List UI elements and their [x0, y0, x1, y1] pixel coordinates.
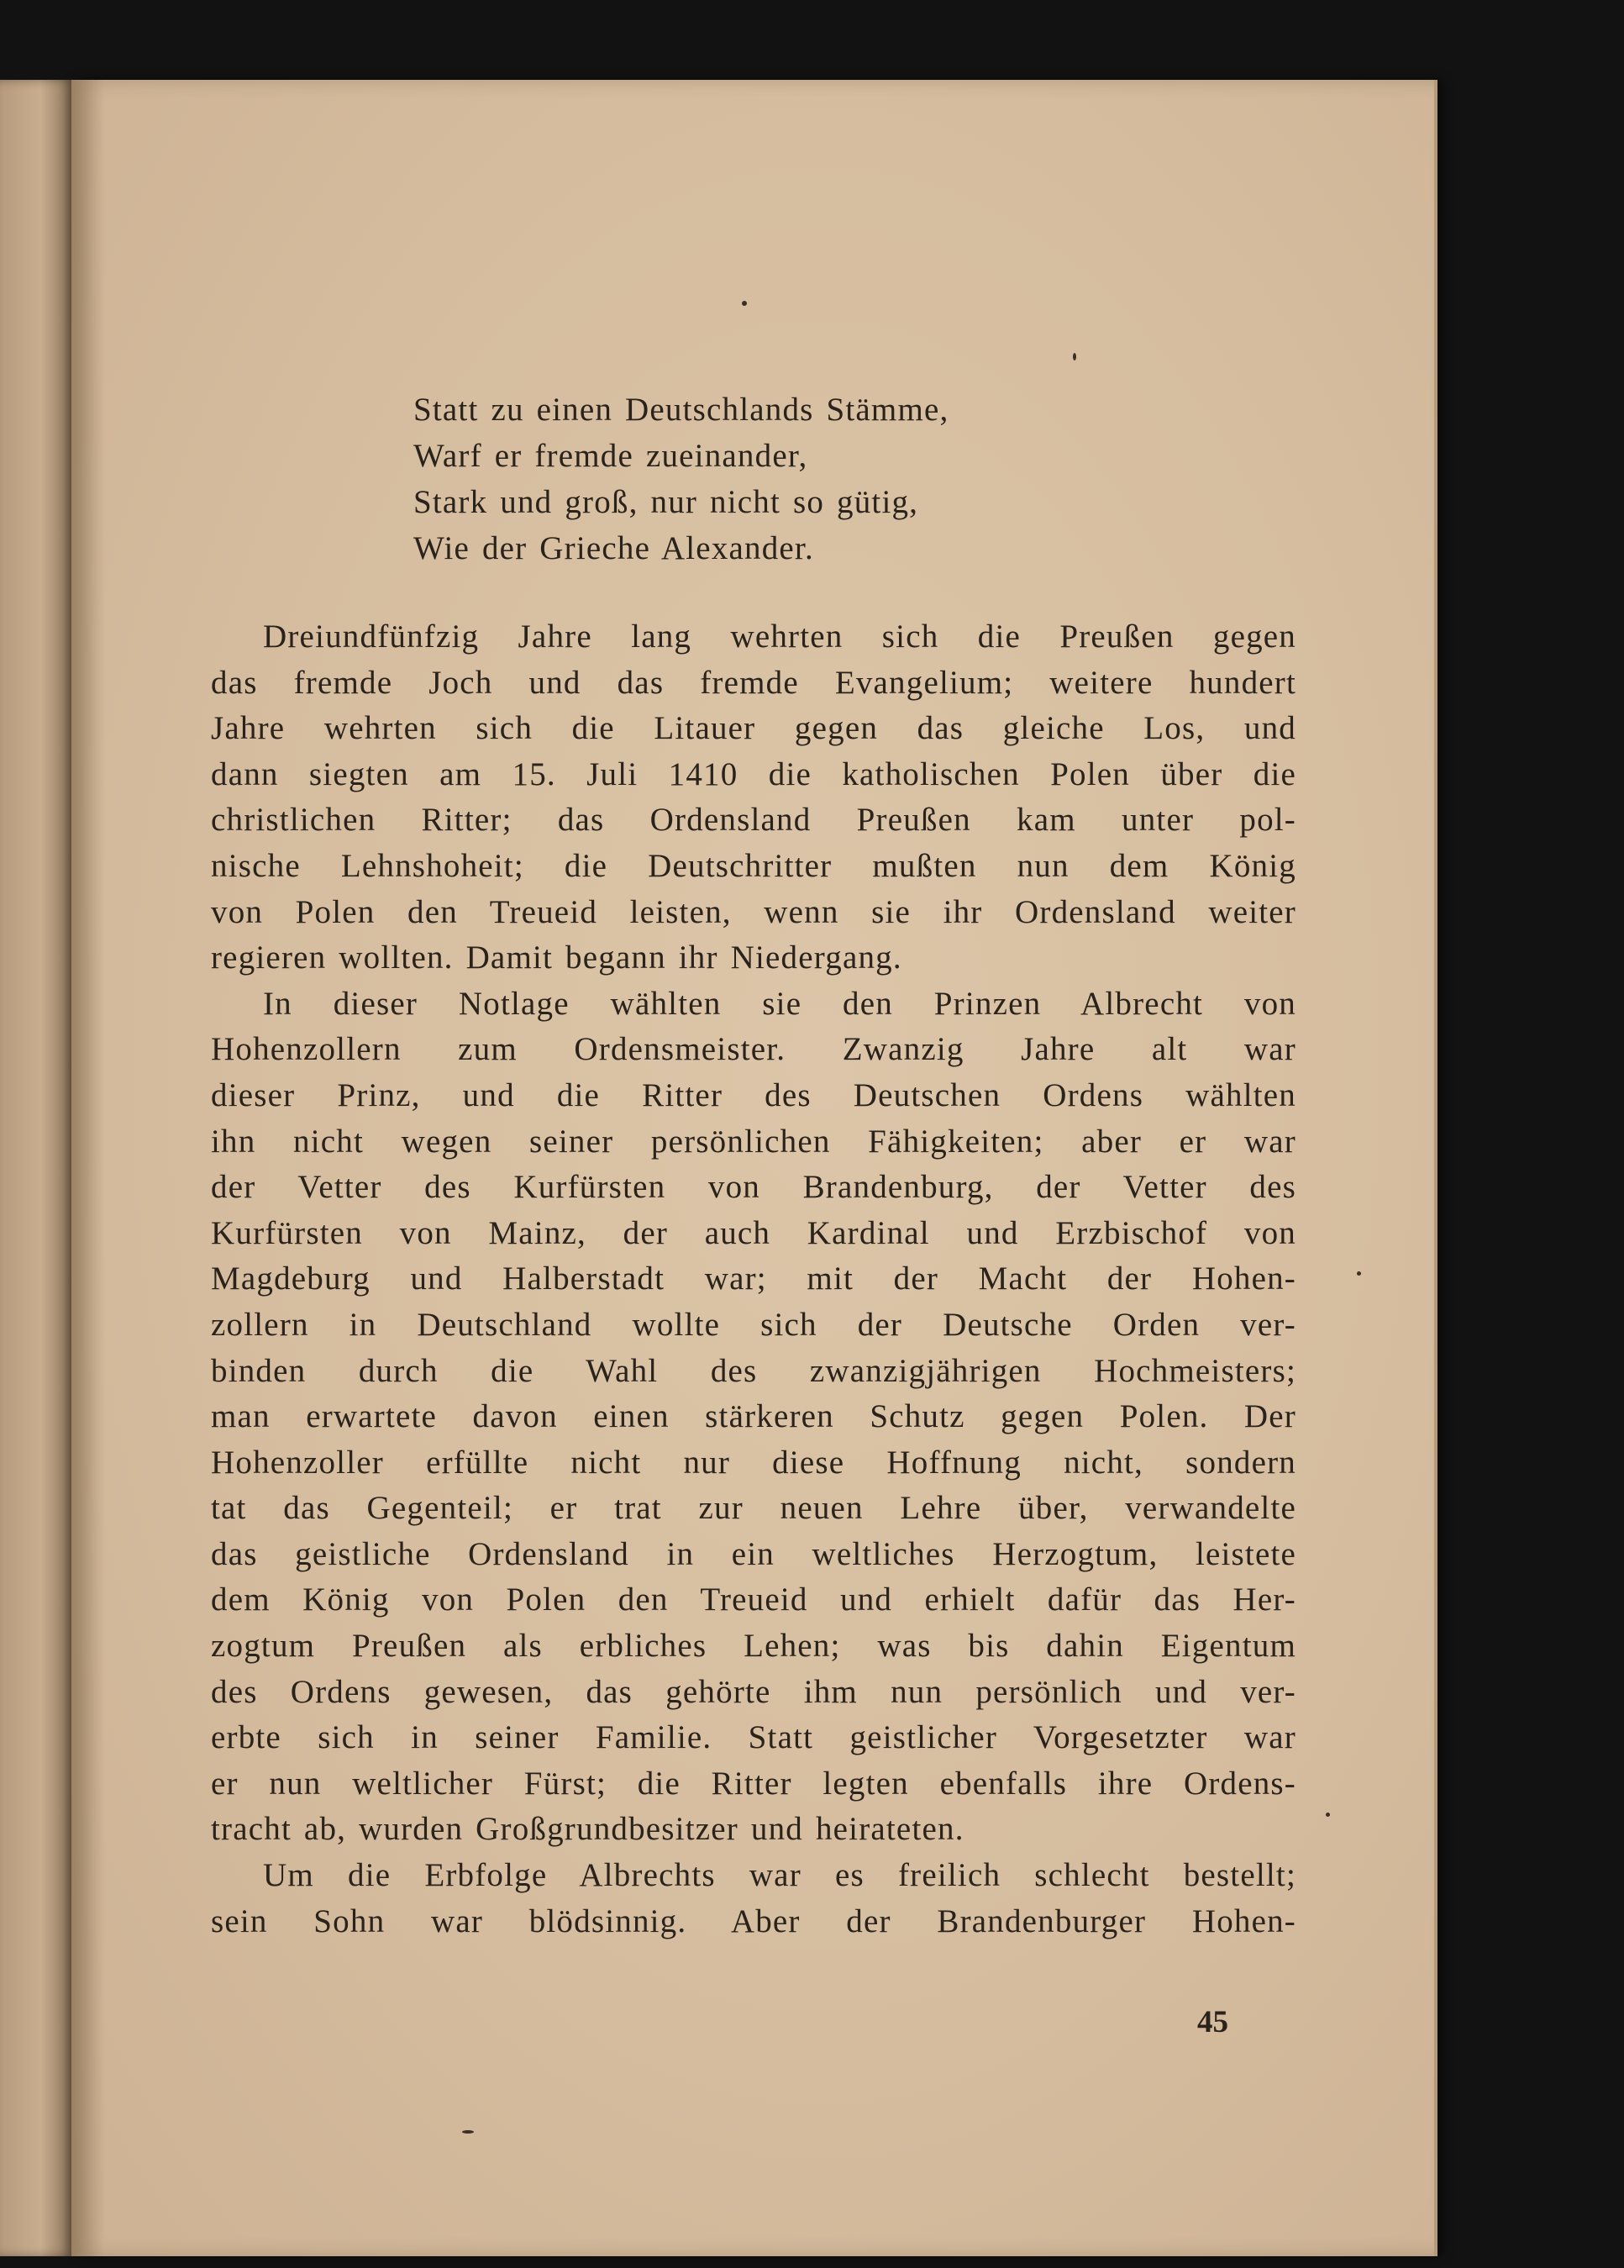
- text-line: dieser Prinz, und die Ritter des Deutschen Ordens wählten: [211, 1076, 1296, 1113]
- text-line: zollern in Deutschland wollte sich der Deutsche Orden ver-: [211, 1306, 1296, 1343]
- paragraph: [211, 981, 1296, 1853]
- verse-line: Wie der Grieche Alexander.: [413, 530, 814, 566]
- verse-block: [413, 387, 949, 571]
- text-line: das fremde Joch und das fremde Evangelium; weitere hundert: [211, 664, 1296, 701]
- paper-speck: [1326, 1813, 1330, 1817]
- facing-page-edge: [0, 80, 74, 2256]
- text-line: der Vetter des Kurfürsten von Brandenburg, der Vetter des: [211, 1169, 1296, 1206]
- text-line: sein Sohn war blödsinnig. Aber der Brandenburger Hohen-: [211, 1902, 1296, 1939]
- verse-line: Statt zu einen Deutschlands Stämme,: [413, 392, 949, 428]
- body-text: [211, 614, 1296, 1944]
- text-line: von Polen den Treueid leisten, wenn sie ihr Ordensland weiter: [211, 893, 1296, 930]
- text-line: nische Lehnshoheit; die Deutschritter mußten nun dem König: [211, 847, 1296, 884]
- text-line: man erwartete davon einen stärkeren Schutz gegen Polen. Der: [211, 1398, 1296, 1435]
- verse-line: Stark und groß, nur nicht so gütig,: [413, 484, 919, 520]
- verse-line: Warf er fremde zueinander,: [413, 438, 808, 474]
- text-line: christlichen Ritter; das Ordensland Preußen kam unter pol-: [211, 802, 1296, 839]
- text-line: dann siegten am 15. Juli 1410 die katholischen Polen über die: [211, 755, 1296, 792]
- text-line: zogtum Preußen als erbliches Lehen; was bis dahin Eigentum: [211, 1628, 1296, 1665]
- book-page: [71, 80, 1437, 2256]
- text-line: des Ordens gewesen, das gehörte ihm nun persönlich und ver-: [211, 1673, 1296, 1710]
- text-line: das geistliche Ordensland in ein weltliches Herzogtum, leistete: [211, 1535, 1296, 1572]
- paragraph: [211, 1853, 1296, 1944]
- text-line: Um die Erbfolge Albrechts war es freilich schlecht bestellt;: [263, 1857, 1296, 1894]
- text-line: Magdeburg und Halberstadt war; mit der Macht der Hohen-: [211, 1260, 1296, 1297]
- page-gutter-shadow: [71, 80, 105, 2256]
- page-number: 45: [1197, 2005, 1228, 2039]
- text-line: Hohenzoller erfüllte nicht nur diese Hoffnung nicht, sondern: [211, 1444, 1296, 1481]
- text-line: In dieser Notlage wählten sie den Prinzen Albrecht von: [263, 985, 1296, 1022]
- paper-speck: [1357, 1271, 1361, 1276]
- paper-speck: [742, 301, 747, 306]
- paragraph: [211, 614, 1296, 981]
- text-line: Hohenzollern zum Ordensmeister. Zwanzig Jahre alt war: [211, 1031, 1296, 1068]
- text-line: Kurfürsten von Mainz, der auch Kardinal und Erzbischof von: [211, 1214, 1296, 1251]
- paper-speck: [462, 2130, 474, 2134]
- paper-speck: [1073, 353, 1076, 360]
- text-line: er nun weltlicher Fürst; die Ritter legten ebenfalls ihre Ordens-: [211, 1765, 1296, 1802]
- text-line: tat das Gegenteil; er trat zur neuen Lehre über, verwandelte: [211, 1490, 1296, 1527]
- text-line: Dreiundfünfzig Jahre lang wehrten sich die Preußen gegen: [263, 618, 1296, 655]
- text-line: erbte sich in seiner Familie. Statt geistlicher Vorgesetzter war: [211, 1719, 1296, 1756]
- text-line: ihn nicht wegen seiner persönlichen Fähigkeiten; aber er war: [211, 1123, 1296, 1160]
- text-line: tracht ab, wurden Großgrundbesitzer und heirateten.: [211, 1811, 964, 1848]
- text-line: binden durch die Wahl des zwanzigjährigen Hochmeisters;: [211, 1352, 1296, 1389]
- text-line: Jahre wehrten sich die Litauer gegen das gleiche Los, und: [211, 710, 1296, 747]
- text-line: regieren wollten. Damit begann ihr Niedergang.: [211, 939, 902, 976]
- text-line: dem König von Polen den Treueid und erhielt dafür das Her-: [211, 1581, 1296, 1618]
